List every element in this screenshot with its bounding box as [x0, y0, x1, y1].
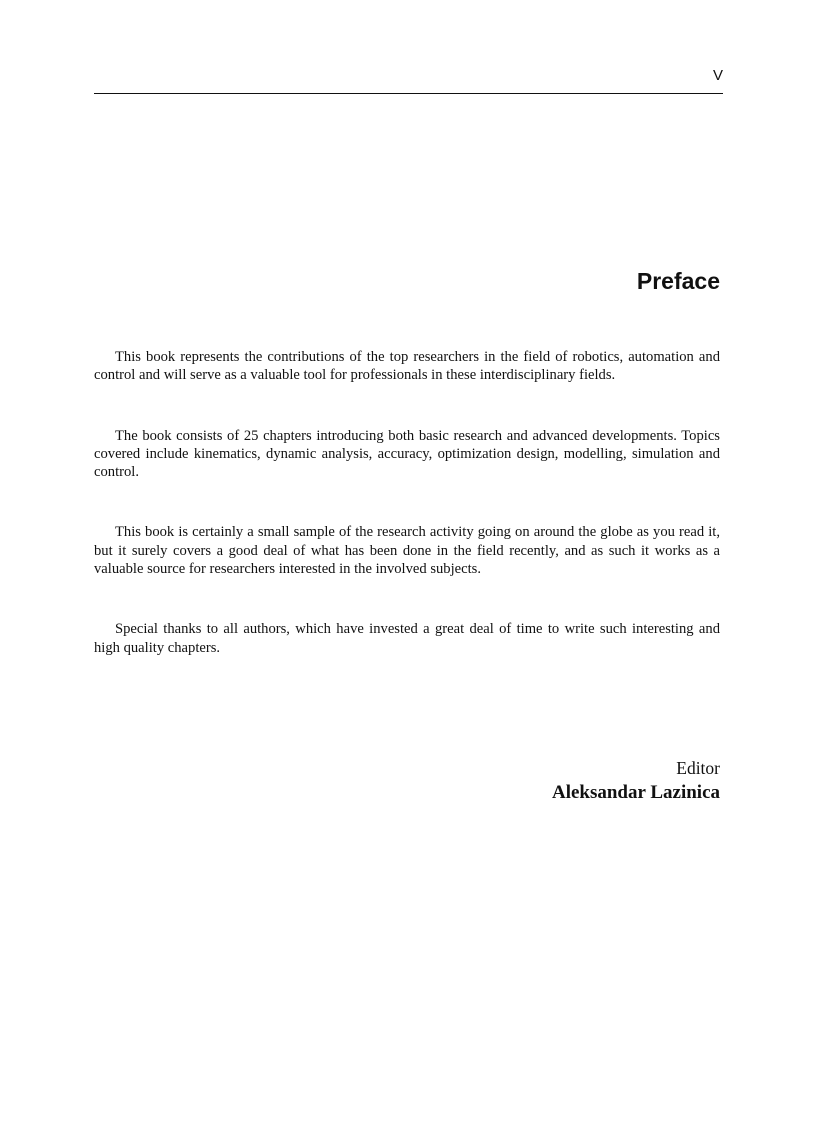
signature-role: Editor — [676, 758, 720, 778]
page-number: V — [712, 67, 723, 84]
paragraph-4: Special thanks to all authors, which have invested a great deal of time to write such interesting and high quality chapters. — [94, 621, 720, 656]
signature-block — [420, 756, 720, 806]
paragraph-2: The book consists of 25 chapters introducing both basic research and advanced developments. Topics covered include kinematics, dynamic analysis, accuracy, optimization design, modelling, simulation and control. — [94, 427, 720, 481]
header-rule — [94, 93, 723, 94]
paragraph-1: This book represents the contributions of the top researchers in the field of robotics, automation and control and will serve as a valuable tool for professionals in these interdisciplinary fields. — [94, 349, 720, 384]
preface-body — [94, 348, 720, 699]
page-title: Preface — [636, 268, 720, 294]
signature-name: Aleksandar Lazinica — [551, 782, 720, 803]
paragraph-3: This book is certainly a small sample of the research activity going on around the globe as you read it, but it surely covers a good deal of what has been done in the field recently, and as such it works as a valuable source for researchers interested in the involved subjects. — [94, 524, 720, 578]
